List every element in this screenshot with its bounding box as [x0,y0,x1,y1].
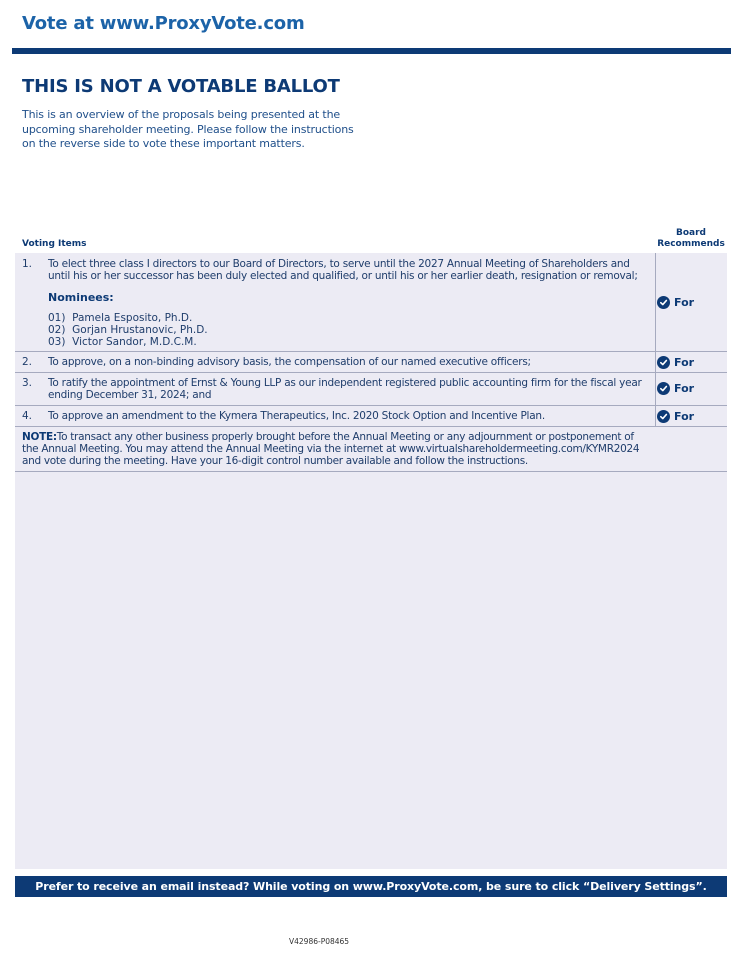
voting-item-4 [15,406,727,427]
nominee-3: 03) Victor Sandor, M.D.C.M. [48,336,197,348]
check-icon [657,382,670,395]
voting-item-3 [15,373,727,406]
item-text: To approve, on a non-binding advisory basis, the compensation of our named executive officers; [48,356,531,368]
nominees-label: Nominees: [48,291,114,304]
board-header-line2: Recommends [657,239,725,249]
item-text: To ratify the appointment of Ernst & Young LLP as our independent registered public accounting firm for the fiscal year ending December 31, 2024; and [48,377,642,401]
nominee-1: 01) Pamela Esposito, Ph.D. [48,312,193,324]
item-text: To elect three class I directors to our Board of Directors, to serve until the 2027 Annual Meeting of Shareholders and until his or her successor has been duly elected and qualified, or until his or her earlier death, resignation or removal; [48,258,638,282]
voting-item-1 [15,253,727,352]
recommendation-label: For [674,356,695,369]
recommendation-for [657,382,694,395]
nominee-2: 02) Gorjan Hrustanovic, Ph.D. [48,324,208,336]
note-body: To transact any other business properly brought before the Annual Meeting or any adjournment or postponement of the Annual Meeting. You may attend the Annual Meeting via the internet at www.virtualshareholdermeeting.com/KYMR2024 and vote during the meeting. Have your 16-digit control number available and follow the instructions. [22,431,640,467]
intro-text: This is an overview of the proposals being presented at the upcoming shareholder meeting. Please follow the instructions on the reverse side to vote these important matters. [22,108,354,150]
recommendation-for [657,410,694,423]
recommendation-label: For [674,410,695,423]
check-icon [657,356,670,369]
document-code: V42986-P08465 [289,937,350,946]
header-rule [12,48,731,54]
item-number: 3. [22,377,33,389]
board-recommends-header [656,228,726,250]
board-header-line1: Board [676,228,706,238]
recommendation-for [657,296,694,309]
note-label: NOTE: [22,431,57,443]
item-number: 2. [22,356,33,368]
check-icon [657,410,670,423]
recommendation-label: For [674,382,695,395]
recommendation-for [657,356,694,369]
item-number: 4. [22,410,33,422]
ballot-title: THIS IS NOT A VOTABLE BALLOT [22,76,340,97]
voting-items-header: Voting Items [22,239,87,249]
recommendation-label: For [674,296,695,309]
voting-item-2 [15,352,727,373]
check-icon [657,296,670,309]
delivery-settings-banner: Prefer to receive an email instead? While voting on www.ProxyVote.com, be sure to click “Delivery Settings”. [15,876,727,897]
note-text [22,431,652,467]
header-title: Vote at www.ProxyVote.com [22,13,305,34]
item-number: 1. [22,258,33,270]
item-text: To approve an amendment to the Kymera Therapeutics, Inc. 2020 Stock Option and Incentive Plan. [48,410,545,422]
